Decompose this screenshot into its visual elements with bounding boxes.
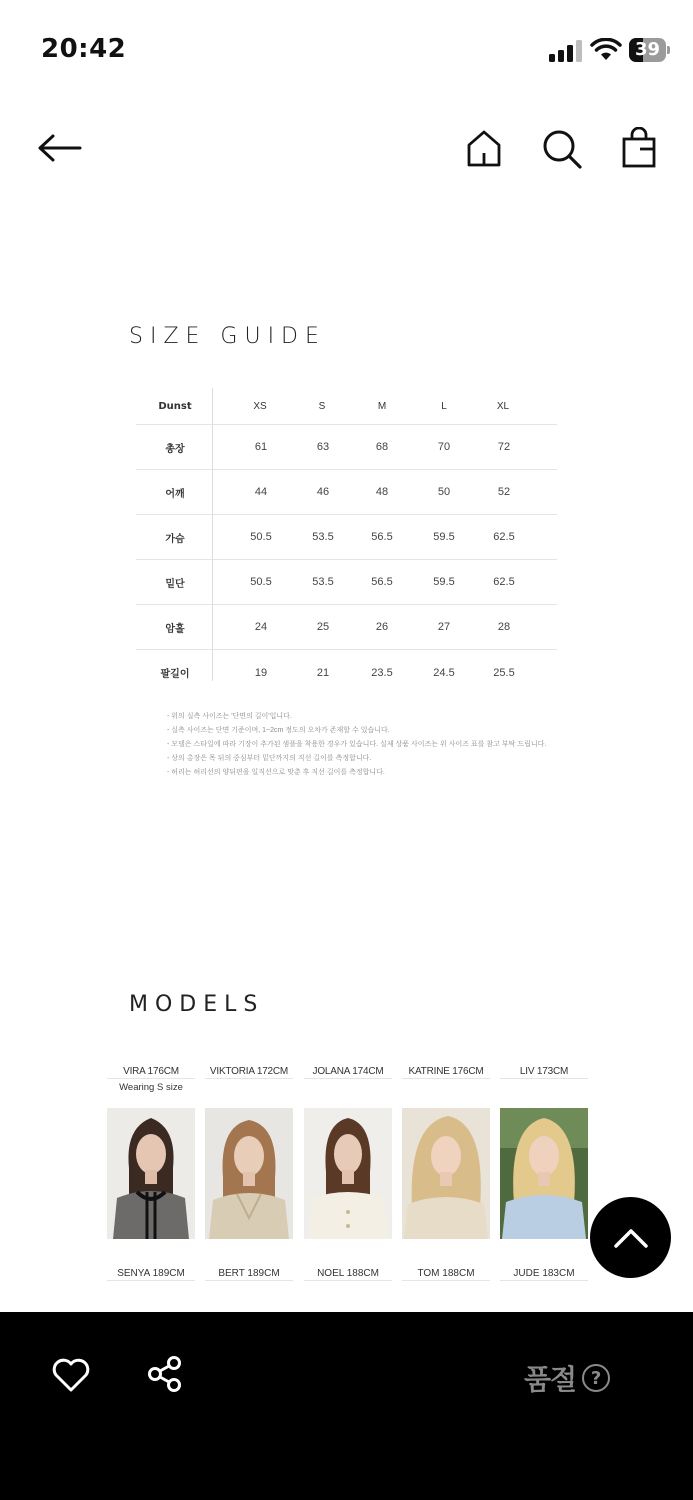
- model-card: [500, 1064, 588, 1081]
- table-cell: 44: [254, 486, 268, 498]
- model-name: BERT 189CM: [205, 1266, 293, 1281]
- model-card: [107, 1064, 195, 1095]
- model-name: SENYA 189CM: [107, 1266, 195, 1281]
- size-note: - 상의 총장은 목 뒤의 중심부터 밑단까지의 직선 길이를 측정합니다.: [167, 755, 372, 762]
- model-name: KATRINE 176CM: [402, 1064, 490, 1079]
- row-label: 총장: [165, 443, 185, 455]
- table-row: [136, 650, 557, 695]
- table-cell: 24: [254, 621, 268, 633]
- table-header-cell: XL: [496, 400, 510, 412]
- table-cell: 27: [437, 621, 451, 633]
- top-nav-bar: [0, 110, 693, 190]
- table-cell: 62.5: [493, 531, 515, 543]
- row-label: 팔길이: [160, 669, 190, 680]
- model-card: [304, 1064, 392, 1081]
- table-cell: 28: [497, 621, 511, 633]
- table-cell: 25.5: [493, 666, 515, 679]
- table-header-cell: L: [441, 400, 447, 412]
- model-name: VIRA 176CM: [107, 1064, 195, 1079]
- battery-icon: [629, 38, 669, 62]
- table-cell: 63: [316, 441, 330, 453]
- row-label: 어깨: [165, 488, 185, 500]
- table-cell: 53.5: [312, 576, 334, 588]
- model-name: JOLANA 174CM: [304, 1064, 392, 1079]
- table-cell: 19: [254, 666, 268, 679]
- table-cell: 25: [316, 621, 330, 633]
- status-time: 20:42: [41, 34, 127, 64]
- wifi-icon: [590, 38, 622, 62]
- model-name: TOM 188CM: [402, 1266, 490, 1281]
- sold-out-status: [524, 1358, 610, 1398]
- size-note: - 실측 사이즈는 단면 기준이며, 1~2cm 정도의 오차가 존재할 수 있습니다.: [167, 727, 390, 734]
- table-cell: 59.5: [433, 531, 455, 543]
- table-cell: 26: [375, 621, 389, 633]
- model-name: VIKTORIA 172CM: [205, 1064, 293, 1079]
- table-cell: 52: [497, 486, 511, 498]
- model-name: LIV 173CM: [500, 1064, 588, 1079]
- shopping-bag-icon[interactable]: [620, 127, 658, 169]
- table-cell: 59.5: [433, 576, 455, 588]
- table-cell: 50: [437, 486, 451, 498]
- chevron-up-icon: [613, 1226, 649, 1250]
- model-size-note: Wearing S size: [119, 1082, 183, 1093]
- home-icon[interactable]: [464, 128, 504, 168]
- table-row: [136, 425, 557, 470]
- table-cell: 56.5: [371, 531, 393, 543]
- table-cell: 62.5: [493, 576, 515, 588]
- model-name: JUDE 183CM: [500, 1266, 588, 1281]
- table-header-row: [136, 388, 557, 425]
- table-row: [136, 470, 557, 515]
- battery-percent: 39: [634, 39, 661, 60]
- table-cell: 50.5: [250, 576, 272, 588]
- model-photo: [500, 1108, 588, 1239]
- table-header-cell: S: [318, 400, 326, 412]
- table-header-cell: XS: [253, 400, 267, 412]
- arrow-left-icon[interactable]: [36, 130, 82, 166]
- sold-out-label: 품절: [524, 1363, 577, 1396]
- size-note: - 위의 실측 사이즈는 '단면의 길이'입니다.: [167, 713, 292, 720]
- table-cell: 61: [254, 441, 268, 453]
- scroll-to-top-button[interactable]: [590, 1197, 671, 1278]
- table-cell: 70: [437, 441, 451, 453]
- table-cell: 24.5: [433, 666, 455, 679]
- row-label: 밑단: [165, 578, 185, 590]
- size-note: - 허리는 허리선의 양뒤편을 일직선으로 맞춘 후 직선 길이를 측정합니다.: [167, 769, 385, 776]
- table-cell: 21: [316, 666, 330, 679]
- models-title: MODELS: [129, 992, 265, 1017]
- model-name: NOEL 188CM: [304, 1266, 392, 1281]
- model-photo: [304, 1108, 392, 1239]
- table-row: [136, 515, 557, 560]
- table-header-cell: M: [377, 400, 387, 412]
- table-cell: 68: [375, 441, 389, 453]
- table-row: [136, 560, 557, 605]
- table-cell: 53.5: [312, 531, 334, 543]
- help-icon[interactable]: ?: [582, 1364, 610, 1392]
- model-photo: [205, 1108, 293, 1239]
- table-cell: 56.5: [371, 576, 393, 588]
- size-table: [136, 388, 557, 695]
- share-icon[interactable]: [146, 1355, 184, 1393]
- model-card: [402, 1064, 490, 1081]
- model-photo: [107, 1108, 195, 1239]
- size-guide-title: SIZE GUIDE: [129, 324, 326, 349]
- size-note: - 모델은 스타일에 따라 기장이 추가된 샘플을 착용한 경우가 있습니다. 실제 상품 사이즈는 위 사이즈 표를 참고 부탁 드립니다.: [167, 741, 547, 748]
- table-brand: Dunst: [158, 400, 192, 412]
- model-photo: [402, 1108, 490, 1239]
- cellular-signal-icon: [549, 40, 583, 62]
- table-cell: 23.5: [371, 666, 393, 679]
- table-cell: 50.5: [250, 531, 272, 543]
- table-cell: 72: [497, 441, 511, 453]
- model-card: [205, 1064, 293, 1081]
- bottom-action-bar: [0, 1312, 693, 1500]
- heart-icon[interactable]: [51, 1358, 91, 1392]
- row-label: 암홀: [165, 623, 185, 635]
- table-cell: 48: [375, 486, 389, 498]
- search-icon[interactable]: [541, 128, 583, 170]
- row-label: 가슴: [165, 533, 185, 545]
- size-notes: [167, 710, 567, 780]
- status-bar: [0, 0, 693, 100]
- table-row: [136, 605, 557, 650]
- table-cell: 46: [316, 486, 330, 498]
